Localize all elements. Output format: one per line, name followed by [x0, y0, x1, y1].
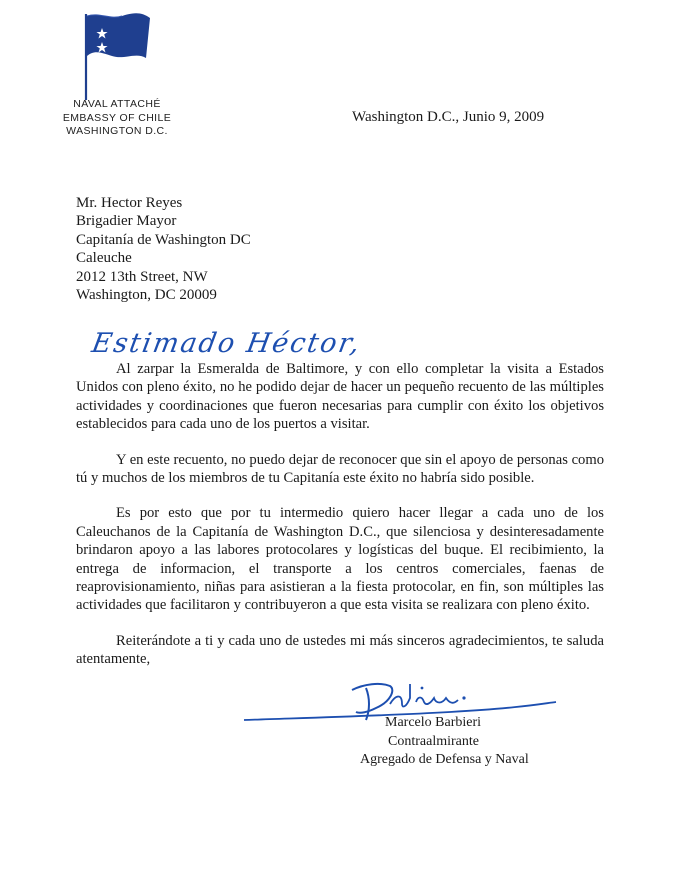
letterhead-line: NAVAL ATTACHÉ	[73, 98, 161, 110]
signer-name: Marcelo Barbieri	[385, 715, 482, 730]
recipient-line: Capitanía de Washington DC	[76, 231, 251, 248]
recipient-address	[76, 194, 251, 304]
body-paragraph: Y en este recuento, no puedo dejar de reconocer que sin el apoyo de personas como tú y muchos de los miembros de tu Capitanía este éxito no habría sido posible.	[76, 451, 604, 487]
letterhead-text	[52, 98, 182, 139]
letterhead-line: WASHINGTON D.C.	[66, 125, 168, 137]
letterhead-line: EMBASSY OF CHILE	[62, 111, 172, 124]
recipient-line: Caleuche	[76, 250, 132, 267]
letter-date: Washington D.C., Junio 9, 2009	[352, 109, 545, 125]
naval-flag-logo-icon	[80, 10, 152, 102]
recipient-line: Washington, DC 20009	[76, 287, 217, 304]
recipient-line: 2012 13th Street, NW	[76, 268, 208, 285]
greeting-text: Estimado Héctor,	[89, 328, 364, 359]
recipient-line: Brigadier Mayor	[76, 213, 177, 230]
recipient-line: Mr. Hector Reyes	[76, 195, 183, 211]
body-paragraph: Reiterándote a ti y cada uno de ustedes mi más sinceros agradecimientos, te saluda atentamente,	[76, 632, 604, 668]
signer-block	[360, 714, 529, 770]
signer-title: Agregado de Defensa y Naval	[360, 752, 529, 767]
body-paragraph: Al zarpar la Esmeralda de Baltimore, y con ello completar la visita a Estados Unidos con pleno éxito, no he podido dejar de hacer un pequeño recuento de las múltiples actividades y coordinaciones que fueron necesarias para cumplir con éxito los objetivos establecidos para cada uno de los puertos a visitar.	[76, 361, 604, 433]
body-paragraph: Es por esto que por tu intermedio quiero hacer llegar a cada uno de los Caleuchanos de la Capitanía de Washington D.C., que silenciosa y desinteresadamente brindaron apoyo a las labores protocolares y logísticas del buque. El recibimiento, la entrega de informacion, el transporte a los centros comerciales, faenas de reaprovisionamiento, niñas para asistieran a la fiesta protocolar, en fin, son múltiples las actividades que facilitaron y contribuyeron a que esta visita se realizara con pleno éxito.	[76, 505, 604, 614]
letter-body	[76, 360, 604, 686]
signer-rank: Contraalmirante	[388, 733, 479, 749]
